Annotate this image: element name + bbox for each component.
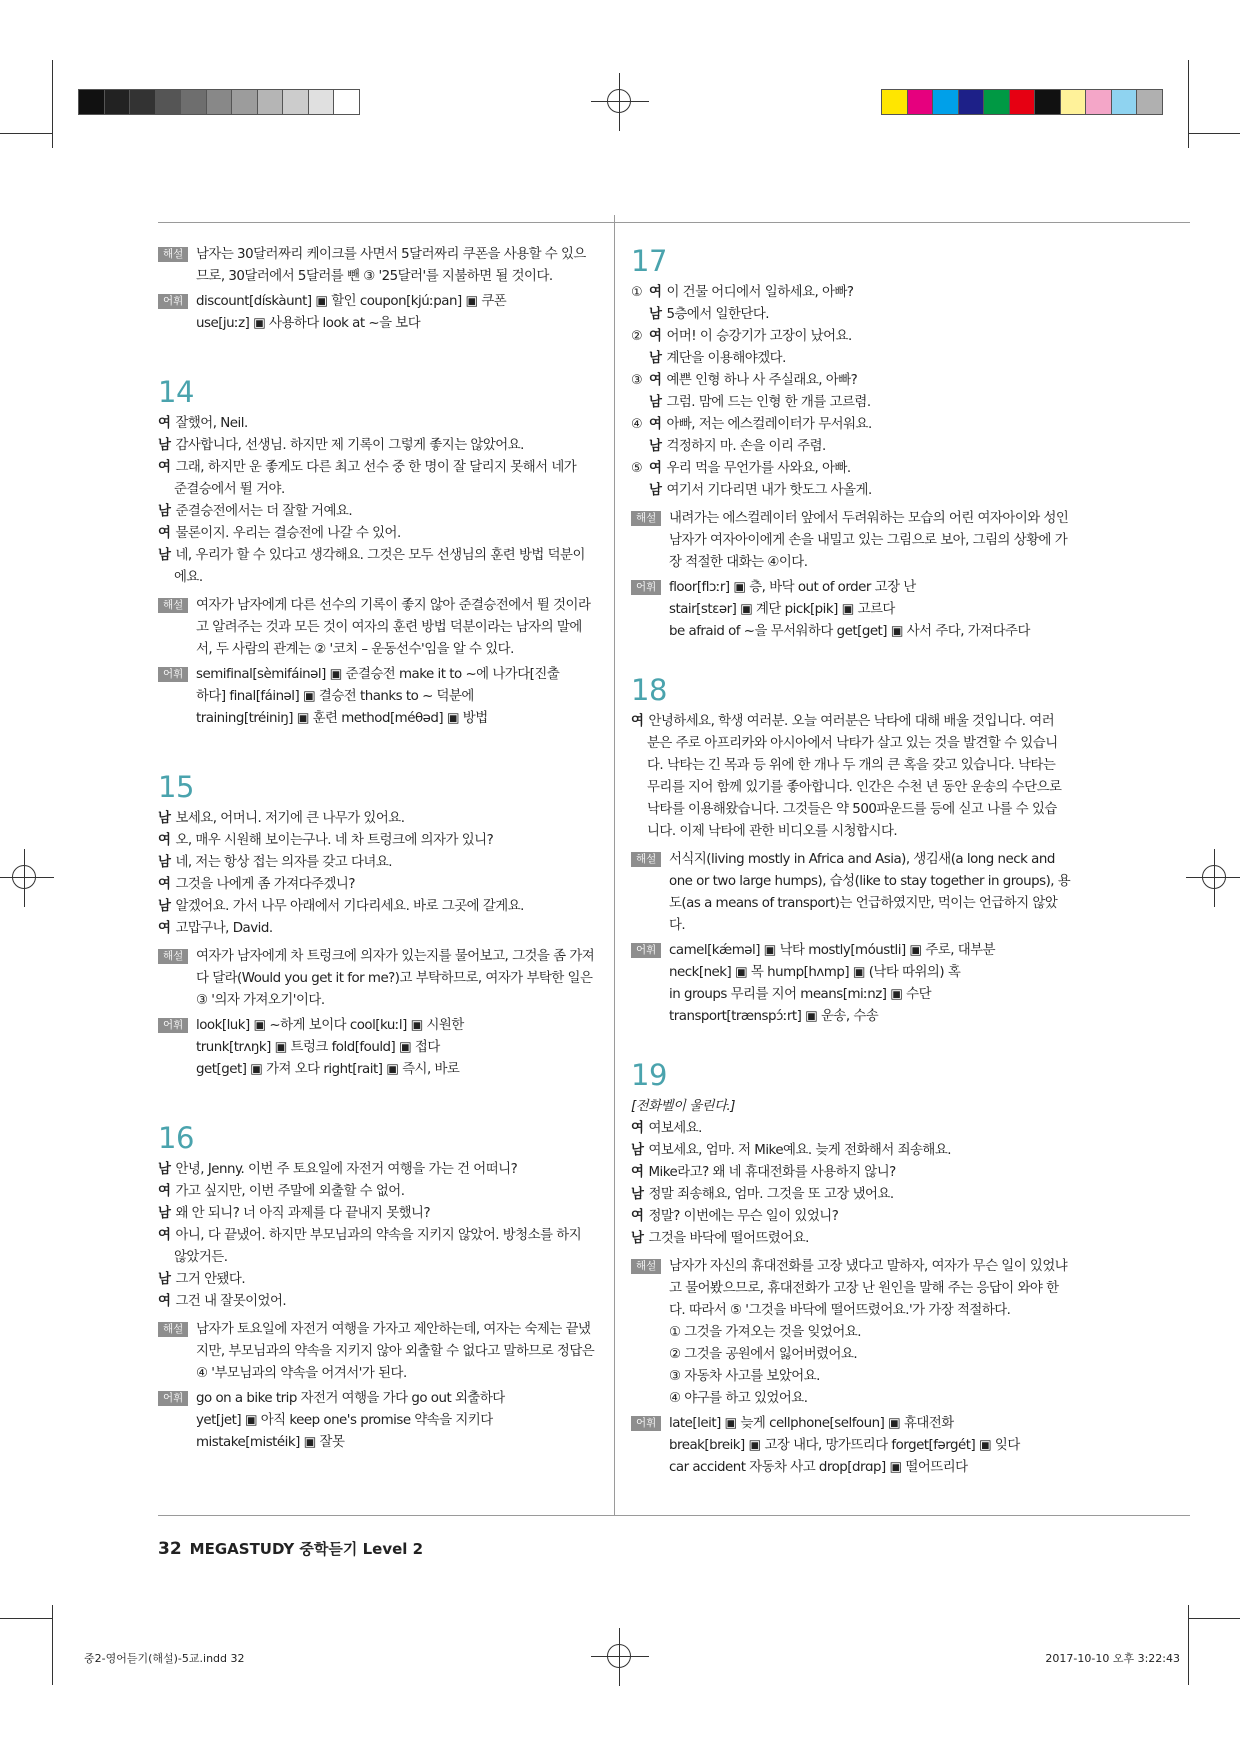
speech-text: 고맙구나, David. (175, 921, 273, 936)
speech-text: 걱정하지 마. 손을 이리 주렴. (666, 439, 826, 454)
vocabulary-line: 하다] final[fáinəl] ▣ 결승전 thanks to ~ 덕분에 (196, 689, 474, 704)
explanation-line: ① 그것을 가져오는 것을 잊었어요. (669, 1325, 861, 1340)
vocabulary-tag: 어휘 (631, 943, 661, 958)
speaker-label: 여 (158, 416, 171, 431)
dialogue-line (158, 852, 604, 874)
speaker-label: 여 (158, 460, 171, 475)
color-swatch (983, 89, 1010, 115)
dialogue-line (631, 458, 1073, 480)
explanation-block (158, 946, 604, 1012)
speech-text: 5층에서 일한단다. (666, 307, 770, 322)
speaker-label: 남 (649, 351, 662, 366)
explanation-line: 남자가 자신의 휴대전화를 고장 냈다고 말하자, 여자가 무슨 일이 있었냐 (669, 1259, 1068, 1274)
dialogue (158, 808, 604, 940)
dialogue-line (631, 1140, 1073, 1162)
option-number: ① (631, 285, 643, 300)
vocabulary-block (631, 577, 1073, 643)
vocabulary-block (158, 1015, 604, 1081)
dialogue-line (158, 1269, 604, 1291)
gray-swatch (180, 89, 207, 115)
vocabulary-line: stair[stεər] ▣ 계단 pick[pik] ▣ 고르다 (669, 602, 895, 617)
speaker-label: 남 (158, 548, 171, 563)
explanation-tag: 해설 (631, 852, 661, 867)
dialogue (158, 1159, 604, 1313)
dialogue-line (158, 435, 604, 457)
explanation-tag: 해설 (158, 949, 188, 964)
speaker-label: 여 (158, 526, 171, 541)
dialogue-line (158, 918, 604, 940)
dialogue-line (158, 1247, 604, 1269)
registration-mark-right (1186, 849, 1240, 907)
vocabulary-block (158, 664, 604, 730)
dialogue-line (158, 567, 604, 589)
speech-text: 감사합니다, 선생님. 하지만 제 기록이 그렇게 좋지는 않았어요. (175, 438, 524, 453)
explanation-tag: 해설 (158, 598, 188, 613)
gray-swatch (104, 89, 131, 115)
question-16 (158, 1121, 604, 1454)
speech-text: 알겠어요. 가서 나무 아래에서 기다리세요. 바로 그곳에 갈게요. (175, 899, 524, 914)
speech-text: 그것을 바닥에 떨어뜨렸어요. (648, 1231, 809, 1246)
speaker-label: 여 (649, 373, 662, 388)
color-swatch (1034, 89, 1061, 115)
page-footer (158, 1538, 423, 1559)
vocabulary-line: get[get] ▣ 가져 오다 right[rait] ▣ 즉시, 바로 (196, 1062, 460, 1077)
speech-text: 안녕하세요, 학생 여러분. 오늘 여러분은 낙타에 대해 배울 것입니다. 여러 (648, 714, 1055, 729)
speech-text: 여보세요. (648, 1121, 702, 1136)
vocabulary-line: discount[dískàunt] ▣ 할인 coupon[kjúːpan] ▣ 쿠폰 (196, 294, 507, 309)
vocabulary-line: look[luk] ▣ ~하게 보이다 cool[kuːl] ▣ 시원한 (196, 1018, 464, 1033)
vocabulary-tag: 어휘 (631, 1416, 661, 1431)
vocabulary-line: car accident 자동차 사고 drop[drɑp] ▣ 떨어뜨리다 (669, 1460, 968, 1475)
vocabulary-block (158, 291, 604, 335)
page-number: 32 (158, 1539, 182, 1559)
vocabulary-block (631, 1413, 1073, 1479)
speech-text: 우리 먹을 무언가를 사와요, 아빠. (666, 461, 851, 476)
explanation-line: 여자가 남자에게 다른 선수의 기록이 좋지 않아 준결승전에서 뛸 것이라 (196, 598, 591, 613)
vocabulary-line: mistake[mistéik] ▣ 잘못 (196, 1435, 345, 1450)
speaker-label: 여 (631, 714, 644, 729)
registration-mark-top (591, 73, 649, 131)
speaker-label: 남 (649, 439, 662, 454)
speech-text: 그럼. 맘에 드는 인형 한 개를 고르렴. (666, 395, 871, 410)
speaker-label: 여 (631, 1121, 644, 1136)
right-column (631, 244, 1073, 1479)
vocabulary-line: camel[kǽməl] ▣ 낙타 mostly[móustli] ▣ 주로, 대부분 (669, 943, 996, 958)
gray-swatch (78, 89, 105, 115)
option-number: ③ (631, 373, 643, 388)
speaker-label: 여 (649, 329, 662, 344)
speech-text: 니다. 이제 낙타에 관한 비디오를 시청합시다. (647, 824, 898, 839)
dialogue-line (631, 392, 1073, 414)
vocabulary-line: yet[jet] ▣ 아직 keep one's promise 약속을 지키다 (196, 1413, 493, 1428)
option-number: ⑤ (631, 461, 643, 476)
explanation-line: ④ 야구를 하고 있었어요. (669, 1391, 808, 1406)
question-15 (158, 770, 604, 1081)
speech-text: 예쁜 인형 하나 사 주실래요, 아빠? (666, 373, 858, 388)
top-rule (158, 222, 1190, 223)
dialogue-line (158, 874, 604, 896)
gray-swatch (129, 89, 156, 115)
vocabulary-line: semifinal[sèmifáinəl] ▣ 준결승전 make it to ~에 나가다[진출 (196, 667, 560, 682)
explanation-block (158, 595, 604, 661)
gray-swatch (257, 89, 284, 115)
registration-mark-bottom (591, 1628, 649, 1686)
slug-date: 2017-10-10 오후 3:22:43 (1045, 1652, 1180, 1665)
explanation-line: 다 달라(Would you get it for me?)고 부탁하므로, 여자가 부탁한 일은 (196, 971, 593, 986)
speaker-label: 남 (158, 1162, 171, 1177)
dialogue-line (631, 370, 1073, 392)
speaker-label: 남 (649, 307, 662, 322)
speech-text: 이 건물 어디에서 일하세요, 아빠? (666, 285, 854, 300)
speech-text: 분은 주로 아프리카와 아시아에서 낙타가 살고 있는 것을 발견할 수 있습니 (647, 736, 1058, 751)
explanation-line: 지만, 부모님과의 약속을 지키지 않아 외출할 수 없다고 말하므로 정답은 (196, 1344, 595, 1359)
explanation-tag: 해설 (631, 511, 661, 526)
speech-text: 정말 죄송해요, 엄마. 그것을 또 고장 냈어요. (648, 1187, 894, 1202)
vocabulary-line: floor[flɔːr] ▣ 층, 바닥 out of order 고장 난 (669, 580, 916, 595)
stage-direction: [전화벨이 울린다.] (631, 1099, 736, 1114)
dialogue-line (631, 1162, 1073, 1184)
dialogue-line (158, 830, 604, 852)
speaker-label: 여 (158, 921, 171, 936)
dialogue-line (631, 821, 1073, 843)
explanation-line: 남자는 30달러짜리 케이크를 사면서 5달러짜리 쿠폰을 사용할 수 있으 (196, 247, 586, 262)
dialogue-line (631, 282, 1073, 304)
speech-text: 그거 안됐다. (175, 1272, 246, 1287)
vocabulary-line: trunk[trʌŋk] ▣ 트렁크 fold[fould] ▣ 접다 (196, 1040, 440, 1055)
speech-text: 어머! 이 승강기가 고장이 났어요. (666, 329, 852, 344)
gray-swatch (206, 89, 233, 115)
explanation-line: 서, 두 사람의 관계는 ② '코치 – 운동선수'임을 알 수 있다. (196, 642, 514, 657)
speech-text: 정말? 이번에는 무슨 일이 있었니? (648, 1209, 839, 1224)
question-18 (631, 673, 1073, 1028)
explanation-line: ② 그것을 공원에서 잃어버렸어요. (669, 1347, 858, 1362)
explanation-tag: 해설 (158, 247, 188, 262)
dialogue-line (631, 436, 1073, 458)
vocabulary-line: be afraid of ~을 무서워하다 get[get] ▣ 사서 주다, 가져다주다 (669, 624, 1030, 639)
speech-text: 네, 저는 항상 접는 의자를 갖고 다녀요. (175, 855, 393, 870)
column-divider (614, 215, 615, 1515)
vocabulary-tag: 어휘 (158, 294, 188, 309)
question-number: 14 (158, 375, 194, 409)
color-swatch (1060, 89, 1087, 115)
explanation-tag: 해설 (631, 1259, 661, 1274)
dialogue-line (158, 1291, 604, 1313)
vocabulary-tag: 어휘 (158, 667, 188, 682)
speaker-label: 여 (649, 285, 662, 300)
vocabulary-line: transport[trænspɔ́ːrt] ▣ 운송, 수송 (669, 1009, 879, 1024)
speaker-label: 남 (158, 1206, 171, 1221)
speech-text: 네, 우리가 할 수 있다고 생각해요. 그것은 모두 선생님의 훈련 방법 덕분이 (175, 548, 585, 563)
gray-swatch (231, 89, 258, 115)
explanation-line: one or two large humps), 습성(like to stay together in groups), 용 (669, 874, 1071, 889)
color-swatch (907, 89, 934, 115)
dialogue-line (158, 896, 604, 918)
explanation-line: 고 알려주는 것과 모든 것이 여자의 훈련 방법 덕분이라는 남자의 말에 (196, 620, 582, 635)
speech-text: 낙타를 이용해왔습니다. 그것들은 약 500파운드를 등에 싣고 나를 수 있습 (647, 802, 1057, 817)
dialogue-line (158, 1225, 604, 1247)
speaker-label: 남 (649, 395, 662, 410)
dialogue-line (158, 457, 604, 479)
crop-mark (0, 1618, 52, 1619)
explanation-line: 서식지(living mostly in Africa and Asia), 생김새(a long neck and (669, 852, 1055, 867)
vocabulary-block (631, 940, 1073, 1028)
explanation-block (631, 508, 1073, 574)
question-number: 18 (631, 673, 667, 707)
registration-mark-left (0, 849, 54, 907)
crop-mark (1188, 1605, 1189, 1685)
bottom-rule (158, 1515, 1190, 1516)
speaker-label: 여 (649, 417, 662, 432)
speaker-label: 여 (158, 877, 171, 892)
dialogue-line (158, 808, 604, 830)
explanation-block (631, 849, 1073, 937)
dialogue-line (631, 799, 1073, 821)
speaker-label: 여 (631, 1165, 644, 1180)
vocabulary-tag: 어휘 (158, 1018, 188, 1033)
color-swatch (1009, 89, 1036, 115)
vocabulary-line: go on a bike trip 자전거 여행을 가다 go out 외출하다 (196, 1391, 505, 1406)
speaker-label: 남 (649, 483, 662, 498)
explanation-block (158, 1319, 604, 1385)
dialogue-options (631, 282, 1073, 502)
explanation-line: ③ '의자 가져오기'이다. (196, 993, 325, 1008)
dialogue-line (631, 1118, 1073, 1140)
speaker-label: 여 (631, 1209, 644, 1224)
question-number: 15 (158, 770, 194, 804)
speech-text: 그래, 하지만 운 좋게도 다른 최고 선수 중 한 명이 잘 달리지 못해서 네가 (175, 460, 577, 475)
vocabulary-line: training[tréiniŋ] ▣ 훈련 method[méθəd] ▣ 방법 (196, 711, 488, 726)
speaker-label: 여 (158, 1184, 171, 1199)
explanation-line: 내려가는 에스컬레이터 앞에서 두려워하는 모습의 어린 여자아이와 성인 (669, 511, 1069, 526)
explanation-line: 장 적절한 대화는 ④이다. (669, 555, 808, 570)
option-number: ④ (631, 417, 643, 432)
dialogue-line (631, 733, 1073, 755)
vocabulary-line: late[leit] ▣ 늦게 cellphone[selfoun] ▣ 휴대전화 (669, 1416, 954, 1431)
dialogue-line (631, 304, 1073, 326)
dialogue-line (631, 348, 1073, 370)
dialogue-line (158, 413, 604, 435)
crop-mark (52, 1605, 53, 1685)
speech-text: 물론이지. 우리는 결승전에 나갈 수 있어. (175, 526, 401, 541)
speaker-label: 남 (158, 438, 171, 453)
dialogue (158, 413, 604, 589)
explanation-line: ③ 자동차 사고를 보았어요. (669, 1369, 820, 1384)
speech-text: 준결승전에서는 더 잘할 거예요. (175, 504, 353, 519)
speaker-label: 여 (158, 833, 171, 848)
vocabulary-line: break[breik] ▣ 고장 내다, 망가뜨리다 forget[fərgét] ▣ 잊다 (669, 1438, 1020, 1453)
vocabulary-block (158, 1388, 604, 1454)
gray-swatch (155, 89, 182, 115)
dialogue-line (631, 326, 1073, 348)
speaker-label: 여 (158, 1294, 171, 1309)
explanation-tag: 해설 (158, 1322, 188, 1337)
question-14 (158, 375, 604, 730)
speech-text: 왜 안 되니? 너 아직 과제를 다 끝내지 못했니? (175, 1206, 431, 1221)
explanation-line: 여자가 남자에게 차 트렁크에 의자가 있는지를 물어보고, 그것을 좀 가져 (196, 949, 595, 964)
color-swatch (881, 89, 908, 115)
speaker-label: 여 (158, 1228, 171, 1243)
crop-mark (0, 133, 52, 134)
speaker-label: 남 (158, 1272, 171, 1287)
crop-mark (1188, 60, 1189, 148)
dialogue-line (158, 1181, 604, 1203)
speech-text: 않았거든. (174, 1250, 228, 1265)
speech-text: 계단을 이용해야겠다. (666, 351, 786, 366)
option-number: ② (631, 329, 643, 344)
speech-text: 다. 낙타는 긴 목과 등 위에 한 개나 두 개의 큰 혹을 갖고 있습니다. 낙타는 (647, 758, 1056, 773)
left-column (158, 244, 604, 1454)
explanation-line: 고 물어봤으므로, 휴대전화가 고장 난 원인을 말해 주는 응답이 와야 한 (669, 1281, 1059, 1296)
dialogue-line (631, 414, 1073, 436)
speaker-label: 남 (158, 811, 171, 826)
vocabulary-tag: 어휘 (158, 1391, 188, 1406)
dialogue-line (158, 1203, 604, 1225)
color-swatch (958, 89, 985, 115)
book-title: MEGASTUDY 중학듣기 Level 2 (189, 1540, 424, 1558)
speech-text: 여보세요, 엄마. 저 Mike예요. 늦게 전화해서 죄송해요. (648, 1143, 952, 1158)
question-number: 19 (631, 1058, 667, 1092)
color-swatch (932, 89, 959, 115)
vocabulary-line: in groups 무리를 지어 means[miːnz] ▣ 수단 (669, 987, 932, 1002)
speaker-label: 남 (158, 899, 171, 914)
speaker-label: 남 (158, 504, 171, 519)
speaker-label: 남 (631, 1143, 644, 1158)
crop-mark (52, 60, 53, 148)
question-number: 16 (158, 1121, 194, 1155)
question-19 (631, 1058, 1073, 1479)
dialogue-line (158, 523, 604, 545)
speech-text: 안녕, Jenny. 이번 주 토요일에 자전거 여행을 가는 건 어떠니? (175, 1162, 518, 1177)
question-17 (631, 244, 1073, 643)
gray-swatch (308, 89, 335, 115)
speech-text: 그것을 나에게 좀 가져다주겠니? (175, 877, 355, 892)
speaker-label: 남 (631, 1187, 644, 1202)
speech-text: 아빠, 저는 에스컬레이터가 무서워요. (666, 417, 872, 432)
explanation-line: 남자가 여자아이에게 손을 내밀고 있는 그림으로 보아, 그림의 상황에 가 (669, 533, 1068, 548)
speaker-label: 남 (158, 855, 171, 870)
gray-swatch (282, 89, 309, 115)
speech-text: 잘했어, Neil. (175, 416, 248, 431)
speech-text: 무리를 지어 함께 있기를 좋아합니다. 인간은 수천 년 동안 운송의 수단으로 (647, 780, 1062, 795)
speech-text: 그건 내 잘못이었어. (175, 1294, 287, 1309)
speech-text: 가고 싶지만, 이번 주말에 외출할 수 없어. (175, 1184, 405, 1199)
color-swatch (1136, 89, 1163, 115)
dialogue-line (631, 1184, 1073, 1206)
vocabulary-tag: 어휘 (631, 580, 661, 595)
speaker-label: 남 (631, 1231, 644, 1246)
gray-swatch (333, 89, 360, 115)
explanation-line: ④ '부모님과의 약속을 어겨서'가 된다. (196, 1366, 407, 1381)
vocabulary-line: use[juːz] ▣ 사용하다 look at ~을 보다 (196, 316, 421, 331)
speech-text: 여기서 기다리면 내가 핫도그 사올게. (666, 483, 872, 498)
dialogue-line (631, 1228, 1073, 1250)
crop-mark (1188, 1618, 1240, 1619)
speech-text: 에요. (174, 570, 203, 585)
crop-mark (1188, 133, 1240, 134)
dialogue-line (631, 1206, 1073, 1228)
dialogue-line (158, 501, 604, 523)
explanation-line: 남자가 토요일에 자전거 여행을 가자고 제안하는데, 여자는 숙제는 끝냈 (196, 1322, 591, 1337)
dialogue-line (158, 1159, 604, 1181)
dialogue (631, 1118, 1073, 1250)
question-number: 17 (631, 244, 667, 278)
color-swatch (1085, 89, 1112, 115)
slug-filename: 중2-영어듣기(해설)-5교.indd 32 (84, 1652, 245, 1665)
explanation-line: 도(as a means of transport)는 언급하였지만, 먹이는 언급하지 않았다. (669, 896, 1058, 933)
dialogue-line (631, 480, 1073, 502)
vocabulary-line: neck[nek] ▣ 목 hump[hʌmp] ▣ (낙타 따위의) 혹 (669, 965, 961, 980)
speech-text: 아니, 다 끝냈어. 하지만 부모님과의 약속을 지키지 않았어. 방청소를 하지 (175, 1228, 582, 1243)
dialogue-line (631, 711, 1073, 733)
explanation-block (158, 244, 604, 288)
speaker-label: 여 (649, 461, 662, 476)
dialogue-line (631, 777, 1073, 799)
monologue (631, 711, 1073, 843)
dialogue-line (158, 479, 604, 501)
speech-text: Mike라고? 왜 네 휴대전화를 사용하지 않니? (648, 1165, 896, 1180)
color-swatch (1111, 89, 1138, 115)
speech-text: 보세요, 어머니. 저기에 큰 나무가 있어요. (175, 811, 405, 826)
explanation-line: 므로, 30달러에서 5달러를 뺀 ③ '25달러'를 지불하면 될 것이다. (196, 269, 553, 284)
speech-text: 오, 매우 시원해 보이는구나. 네 차 트렁크에 의자가 있니? (175, 833, 494, 848)
speech-text: 준결승에서 뛸 거야. (174, 482, 285, 497)
dialogue-line (631, 755, 1073, 777)
explanation-line: 다. 따라서 ⑤ '그것을 바닥에 떨어뜨렸어요.'가 가장 적절하다. (669, 1303, 1011, 1318)
dialogue-line (158, 545, 604, 567)
explanation-block (631, 1256, 1073, 1410)
